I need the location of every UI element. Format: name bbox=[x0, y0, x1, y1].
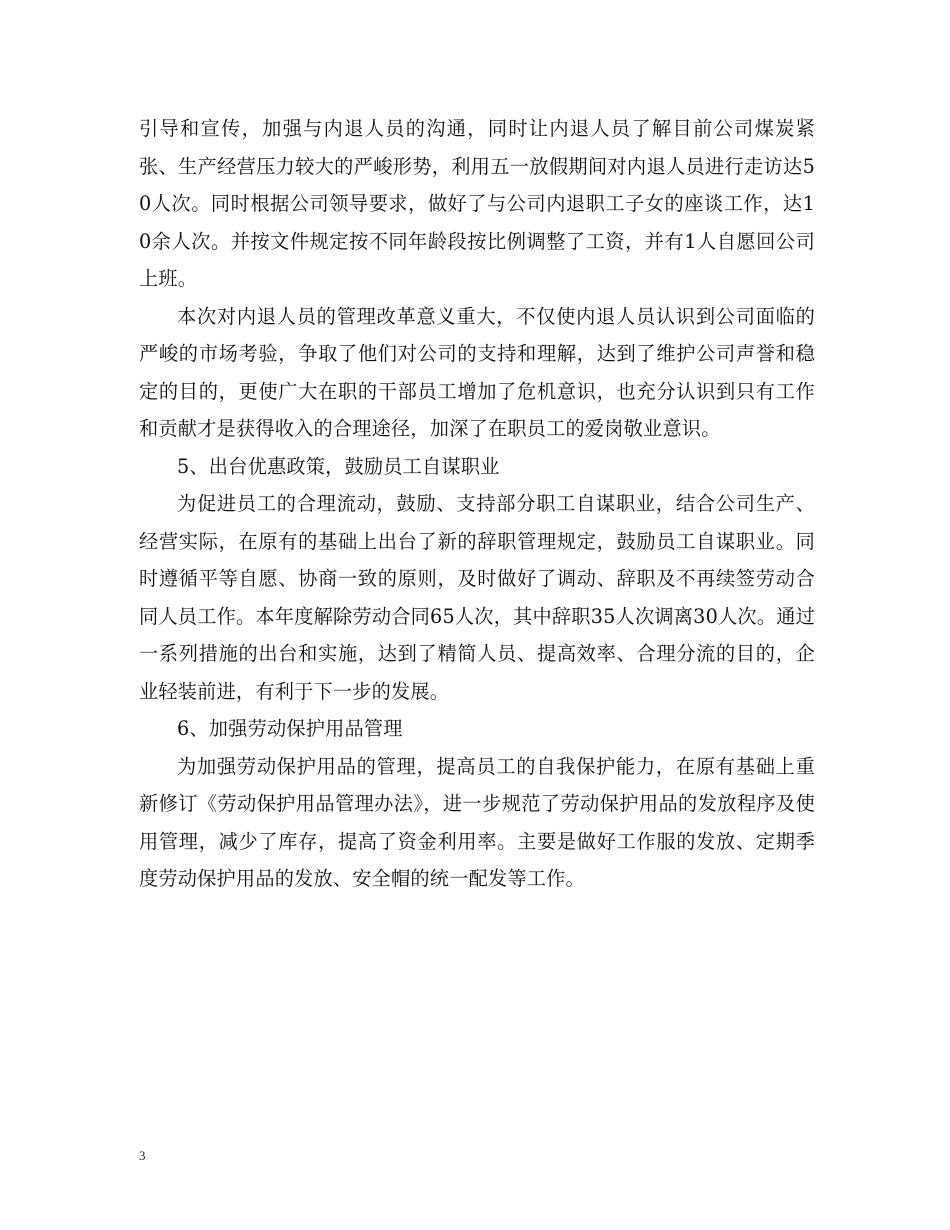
paragraph-2: 本次对内退人员的管理改革意义重大，不仅使内退人员认识到公司面临的严峻的市场考验，争取了他们对公司的支持和理解，达到了维护公司声誉和稳定的目的，更使广大在职的干部员工增加了危机意识，也充分认识到只有工作和贡献才是获得收入的合理途径，加深了在职员工的爱岗敬业意识。 bbox=[139, 304, 815, 440]
paragraph-3: 为促进员工的合理流动，鼓励、支持部分职工自谋职业，结合公司生产、经营实际，在原有的基础上出台了新的辞职管理规定，鼓励员工自谋职业。同时遵循平等自愿、协商一致的原则，及时做好了调动、辞职及不再续签劳动合同人员工作。本年度解除劳动合同65人次，其中辞职35人次调离30人次。通过一系列措施的出台和实施，达到了精简人员、提高效率、合理分流的目的，企业轻装前进，有利于下一步的发展。 bbox=[139, 492, 815, 703]
paragraph-4: 为加强劳动保护用品的管理，提高员工的自我保护能力，在原有基础上重新修订《劳动保护用品管理办法》，进一步规范了劳动保护用品的发放程序及使用管理，减少了库存，提高了资金利用率。主要是做好工作服的发放、定期季度劳动保护用品的发放、安全帽的统一配发等工作。 bbox=[139, 754, 815, 890]
page-number: 3 bbox=[139, 1148, 146, 1163]
section-heading-5: 5、出台优惠政策，鼓励员工自谋职业 bbox=[177, 454, 500, 478]
paragraph-1: 引导和宣传，加强与内退人员的沟通，同时让内退人员了解目前公司煤炭紧张、生产经营压力较大的严峻形势，利用五一放假期间对内退人员进行走访达50人次。同时根据公司领导要求，做好了与公司内退职工子女的座谈工作，达10余人次。并按文件规定按不同年龄段按比例调整了工资，并有1人自愿回公司上班。 bbox=[139, 117, 815, 290]
section-heading-6: 6、加强劳动保护用品管理 bbox=[177, 717, 403, 740]
document-body bbox=[139, 110, 815, 898]
